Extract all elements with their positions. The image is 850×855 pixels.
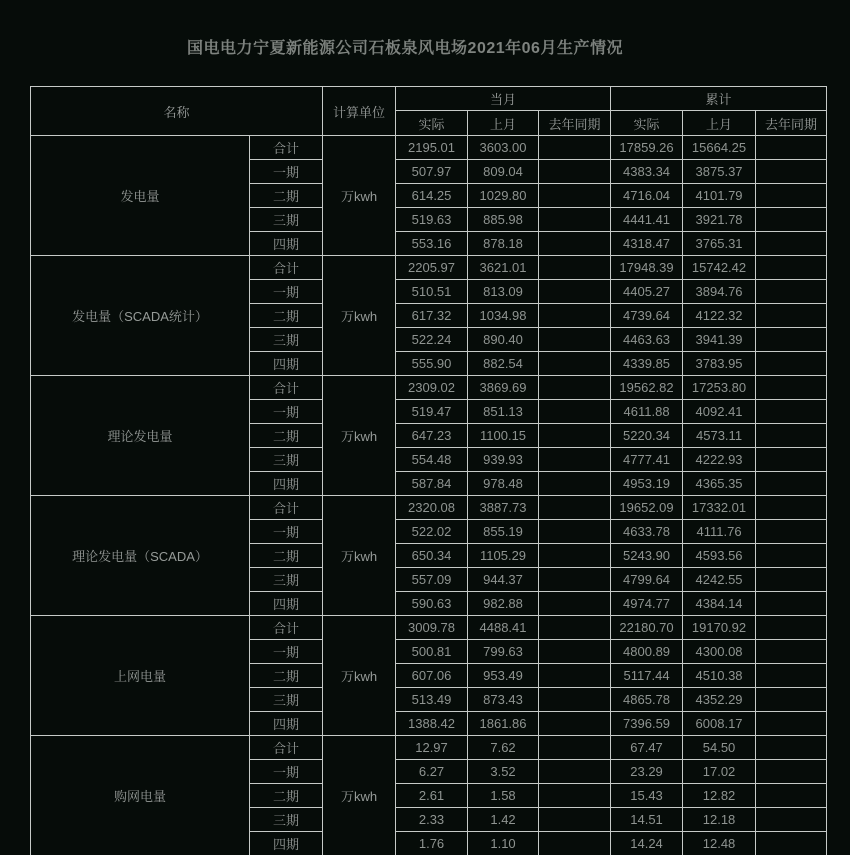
value-cell [539,184,611,208]
value-cell: 4383.34 [611,160,683,184]
row-label-cell: 四期 [250,592,323,616]
value-cell: 12.82 [683,784,756,808]
value-cell: 4318.47 [611,232,683,256]
value-cell: 3887.73 [468,496,539,520]
category-name-cell: 购网电量 [31,736,250,855]
value-cell [756,496,827,520]
value-cell: 813.09 [468,280,539,304]
unit-cell: 万kwh [323,136,396,256]
value-cell: 799.63 [468,640,539,664]
value-cell [756,760,827,784]
header-month-actual: 实际 [396,111,468,136]
row-label-cell: 合计 [250,136,323,160]
header-current-month: 当月 [396,87,611,111]
value-cell: 878.18 [468,232,539,256]
value-cell: 3894.76 [683,280,756,304]
header-cum-last-year: 去年同期 [756,111,827,136]
value-cell: 557.09 [396,568,468,592]
value-cell: 1388.42 [396,712,468,736]
value-cell: 4777.41 [611,448,683,472]
table-row [31,616,827,640]
value-cell: 510.51 [396,280,468,304]
row-label-cell: 二期 [250,424,323,448]
value-cell: 3783.95 [683,352,756,376]
value-cell [756,472,827,496]
value-cell [539,400,611,424]
unit-cell: 万kwh [323,496,396,616]
value-cell: 4365.35 [683,472,756,496]
row-label-cell: 二期 [250,184,323,208]
value-cell: 507.97 [396,160,468,184]
table-row [31,376,827,400]
table-body [31,136,827,855]
value-cell: 939.93 [468,448,539,472]
value-cell [756,136,827,160]
production-table [30,86,827,855]
value-cell: 3921.78 [683,208,756,232]
row-label-cell: 三期 [250,328,323,352]
value-cell: 19562.82 [611,376,683,400]
value-cell [756,664,827,688]
value-cell [539,520,611,544]
header-name: 名称 [31,87,323,136]
value-cell: 650.34 [396,544,468,568]
page-title: 国电电力宁夏新能源公司石板泉风电场2021年06月生产情况 [187,40,623,57]
value-cell: 1.58 [468,784,539,808]
value-cell: 882.54 [468,352,539,376]
value-cell [539,544,611,568]
value-cell: 2.61 [396,784,468,808]
value-cell: 4242.55 [683,568,756,592]
value-cell [756,544,827,568]
value-cell: 2320.08 [396,496,468,520]
unit-cell: 万kwh [323,736,396,855]
value-cell: 554.48 [396,448,468,472]
value-cell: 4633.78 [611,520,683,544]
value-cell: 14.51 [611,808,683,832]
value-cell: 12.97 [396,736,468,760]
value-cell: 2309.02 [396,376,468,400]
value-cell [756,256,827,280]
value-cell: 614.25 [396,184,468,208]
value-cell [539,712,611,736]
row-label-cell: 四期 [250,352,323,376]
row-label-cell: 合计 [250,616,323,640]
value-cell: 19652.09 [611,496,683,520]
value-cell: 4222.93 [683,448,756,472]
value-cell [539,232,611,256]
value-cell [756,208,827,232]
value-cell: 17859.26 [611,136,683,160]
row-label-cell: 三期 [250,808,323,832]
value-cell: 617.32 [396,304,468,328]
value-cell: 15664.25 [683,136,756,160]
unit-cell: 万kwh [323,256,396,376]
value-cell: 12.48 [683,832,756,855]
value-cell: 851.13 [468,400,539,424]
value-cell: 1100.15 [468,424,539,448]
row-label-cell: 一期 [250,280,323,304]
row-label-cell: 三期 [250,568,323,592]
value-cell [539,808,611,832]
value-cell [539,496,611,520]
value-cell [756,808,827,832]
value-cell [756,784,827,808]
value-cell: 519.47 [396,400,468,424]
table-row [31,256,827,280]
category-name-cell: 发电量 [31,136,250,256]
value-cell: 7.62 [468,736,539,760]
value-cell [539,328,611,352]
value-cell [539,304,611,328]
value-cell: 4593.56 [683,544,756,568]
row-label-cell: 三期 [250,448,323,472]
value-cell: 4405.27 [611,280,683,304]
value-cell: 19170.92 [683,616,756,640]
value-cell: 22180.70 [611,616,683,640]
value-cell: 4463.63 [611,328,683,352]
value-cell: 4352.29 [683,688,756,712]
value-cell: 3869.69 [468,376,539,400]
value-cell [756,424,827,448]
value-cell [539,640,611,664]
value-cell: 5243.90 [611,544,683,568]
row-label-cell: 一期 [250,520,323,544]
category-name-cell: 理论发电量（SCADA） [31,496,250,616]
value-cell: 1.42 [468,808,539,832]
value-cell [539,760,611,784]
value-cell [539,616,611,640]
value-cell: 7396.59 [611,712,683,736]
value-cell: 17332.01 [683,496,756,520]
row-label-cell: 一期 [250,400,323,424]
value-cell: 6008.17 [683,712,756,736]
value-cell: 953.49 [468,664,539,688]
value-cell [539,208,611,232]
value-cell: 555.90 [396,352,468,376]
value-cell: 23.29 [611,760,683,784]
value-cell: 513.49 [396,688,468,712]
value-cell: 978.48 [468,472,539,496]
value-cell: 4865.78 [611,688,683,712]
value-cell: 4111.76 [683,520,756,544]
row-label-cell: 二期 [250,784,323,808]
value-cell [539,256,611,280]
unit-cell: 万kwh [323,376,396,496]
value-cell: 3009.78 [396,616,468,640]
value-cell: 4800.89 [611,640,683,664]
value-cell: 4953.19 [611,472,683,496]
value-cell: 4799.64 [611,568,683,592]
value-cell [756,376,827,400]
value-cell: 2195.01 [396,136,468,160]
row-label-cell: 三期 [250,208,323,232]
row-label-cell: 二期 [250,304,323,328]
value-cell [539,160,611,184]
value-cell: 12.18 [683,808,756,832]
value-cell: 809.04 [468,160,539,184]
value-cell [756,232,827,256]
row-label-cell: 一期 [250,160,323,184]
value-cell [756,352,827,376]
value-cell [539,592,611,616]
header-unit: 计算单位 [323,87,396,136]
value-cell: 1.76 [396,832,468,855]
value-cell: 1029.80 [468,184,539,208]
value-cell: 4101.79 [683,184,756,208]
value-cell: 5220.34 [611,424,683,448]
value-cell [539,424,611,448]
header-cum-last: 上月 [683,111,756,136]
row-label-cell: 合计 [250,256,323,280]
value-cell: 4339.85 [611,352,683,376]
value-cell: 4974.77 [611,592,683,616]
value-cell [756,520,827,544]
value-cell [539,448,611,472]
value-cell: 873.43 [468,688,539,712]
table-row [31,136,827,160]
value-cell [756,832,827,855]
value-cell [539,352,611,376]
value-cell: 590.63 [396,592,468,616]
value-cell: 3941.39 [683,328,756,352]
value-cell: 1861.86 [468,712,539,736]
row-label-cell: 一期 [250,760,323,784]
value-cell [756,160,827,184]
value-cell [539,568,611,592]
value-cell: 2205.97 [396,256,468,280]
value-cell: 890.40 [468,328,539,352]
value-cell: 4611.88 [611,400,683,424]
value-cell: 17253.80 [683,376,756,400]
value-cell: 2.33 [396,808,468,832]
value-cell: 4739.64 [611,304,683,328]
value-cell: 855.19 [468,520,539,544]
row-label-cell: 四期 [250,832,323,855]
value-cell [539,664,611,688]
value-cell [539,376,611,400]
value-cell: 15742.42 [683,256,756,280]
value-cell [539,688,611,712]
row-label-cell: 二期 [250,544,323,568]
value-cell: 647.23 [396,424,468,448]
value-cell: 4510.38 [683,664,756,688]
value-cell: 1.10 [468,832,539,855]
value-cell: 14.24 [611,832,683,855]
value-cell: 17.02 [683,760,756,784]
header-cumulative: 累计 [611,87,827,111]
table-row [31,736,827,760]
category-name-cell: 理论发电量 [31,376,250,496]
value-cell [539,832,611,855]
header-row-top [31,87,827,111]
row-label-cell: 一期 [250,640,323,664]
value-cell [756,568,827,592]
value-cell: 4092.41 [683,400,756,424]
value-cell: 519.63 [396,208,468,232]
value-cell: 4122.32 [683,304,756,328]
value-cell [756,616,827,640]
value-cell [756,736,827,760]
table-header [31,87,827,136]
value-cell: 67.47 [611,736,683,760]
value-cell: 4384.14 [683,592,756,616]
value-cell: 3621.01 [468,256,539,280]
value-cell [756,688,827,712]
value-cell [539,136,611,160]
value-cell [539,736,611,760]
value-cell: 5117.44 [611,664,683,688]
value-cell [756,304,827,328]
row-label-cell: 四期 [250,712,323,736]
value-cell [756,184,827,208]
value-cell [756,640,827,664]
value-cell: 885.98 [468,208,539,232]
value-cell [756,400,827,424]
value-cell: 3603.00 [468,136,539,160]
value-cell: 500.81 [396,640,468,664]
value-cell [756,712,827,736]
value-cell [756,448,827,472]
category-name-cell: 发电量（SCADA统计） [31,256,250,376]
row-label-cell: 合计 [250,736,323,760]
value-cell: 3875.37 [683,160,756,184]
value-cell: 982.88 [468,592,539,616]
value-cell: 3.52 [468,760,539,784]
value-cell: 17948.39 [611,256,683,280]
value-cell: 1034.98 [468,304,539,328]
value-cell: 522.02 [396,520,468,544]
value-cell: 4300.08 [683,640,756,664]
value-cell: 54.50 [683,736,756,760]
value-cell: 553.16 [396,232,468,256]
value-cell: 1105.29 [468,544,539,568]
value-cell: 4441.41 [611,208,683,232]
row-label-cell: 四期 [250,472,323,496]
value-cell: 6.27 [396,760,468,784]
header-cum-actual: 实际 [611,111,683,136]
row-label-cell: 合计 [250,496,323,520]
value-cell [756,280,827,304]
value-cell [756,592,827,616]
row-label-cell: 四期 [250,232,323,256]
value-cell [756,328,827,352]
table-row [31,496,827,520]
header-month-last-year: 去年同期 [539,111,611,136]
header-month-last: 上月 [468,111,539,136]
value-cell [539,472,611,496]
value-cell: 4716.04 [611,184,683,208]
row-label-cell: 三期 [250,688,323,712]
row-label-cell: 二期 [250,664,323,688]
value-cell: 15.43 [611,784,683,808]
value-cell: 3765.31 [683,232,756,256]
value-cell: 607.06 [396,664,468,688]
value-cell: 944.37 [468,568,539,592]
value-cell: 587.84 [396,472,468,496]
value-cell: 522.24 [396,328,468,352]
category-name-cell: 上网电量 [31,616,250,736]
value-cell: 4573.11 [683,424,756,448]
value-cell: 4488.41 [468,616,539,640]
value-cell [539,280,611,304]
row-label-cell: 合计 [250,376,323,400]
value-cell [539,784,611,808]
unit-cell: 万kwh [323,616,396,736]
